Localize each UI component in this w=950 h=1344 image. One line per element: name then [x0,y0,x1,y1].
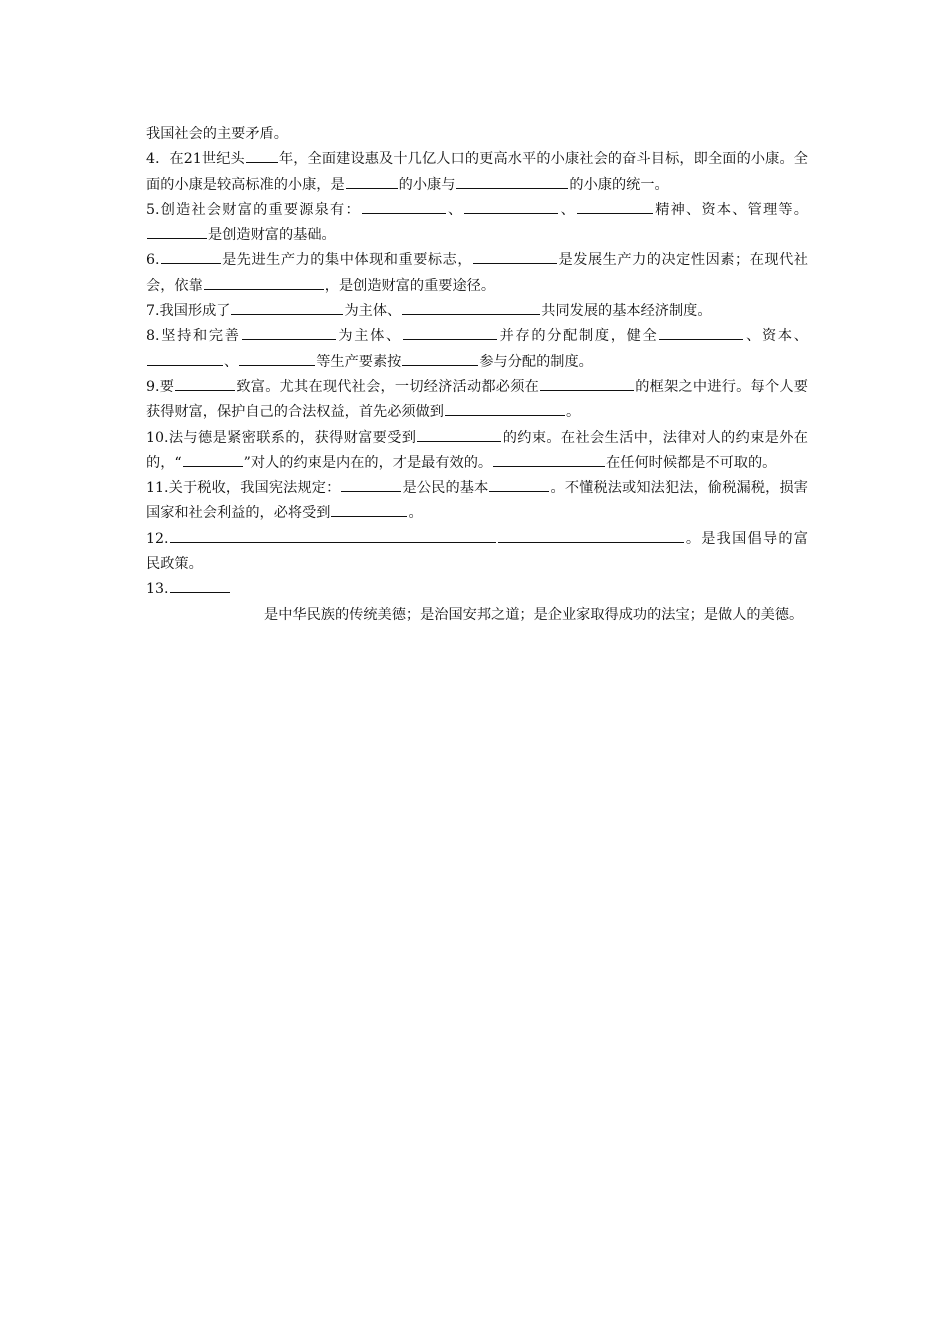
question-8: 8.坚持和完善 为主体、 并存的分配制度，健全 、资本、、 等生产要素按 参与分配的制度。 [146,324,808,375]
fill-blank[interactable] [242,325,336,340]
question-12: 12. 。是我国倡导的富民政策。 [146,527,808,578]
fill-blank[interactable] [417,427,501,442]
worksheet-body [146,122,808,628]
fill-blank[interactable] [147,351,223,366]
fill-blank[interactable] [659,325,743,340]
question-6: 6. 是先进生产力的集中体现和重要标志， 是发展生产力的决定性因素；在现代社会，依靠 ，是创造财富的重要途径。 [146,248,808,299]
fill-blank[interactable] [175,376,235,391]
fill-blank[interactable] [456,174,568,189]
fill-blank[interactable] [577,199,653,214]
fill-blank[interactable] [540,376,634,391]
fill-blank[interactable] [346,174,398,189]
fill-blank[interactable] [170,578,230,593]
fill-blank[interactable] [341,477,401,492]
question-4: 4．在21世纪头 年，全面建设惠及十几亿人口的更高水平的小康社会的奋斗目标，即全面的小康。全面的小康是较高标准的小康，是 的小康与 的小康的统一。 [146,147,808,198]
fill-blank[interactable] [362,199,446,214]
question-13-text: 是中华民族的传统美德；是治国安邦之道；是企业家取得成功的法宝；是做人的美德。 [264,606,804,623]
fill-blank[interactable] [231,300,343,315]
fill-blank[interactable] [239,351,315,366]
fill-blank[interactable] [403,325,497,340]
fill-blank[interactable] [445,401,565,416]
question-11: 11.关于税收，我国宪法规定： 是公民的基本 。不懂税法或知法犯法，偷税漏税，损害国家和社会利益的，必将受到 。 [146,476,808,527]
fill-blank[interactable] [161,249,221,264]
question-9: 9.要 致富。尤其在现代社会，一切经济活动都必须在 的框架之中进行。每个人要获得财富，保护自己的合法权益，首先必须做到 。 [146,375,808,426]
fill-blank[interactable] [473,249,557,264]
paragraph-0: 我国社会的主要矛盾。 [146,126,288,142]
question-13: 13. [146,577,808,602]
fill-blank[interactable] [402,351,478,366]
fill-blank[interactable] [183,452,243,467]
fill-blank[interactable] [498,528,684,543]
fill-blank[interactable] [331,502,407,517]
fill-blank[interactable] [489,477,549,492]
question-10: 10.法与德是紧密联系的，获得财富要受到 的约束。在社会生活中，法律对人的约束是外在的，“ ”对人的约束是内在的，才是最有效的。 在任何时候都是不可取的。 [146,426,808,477]
fill-blank[interactable] [246,148,278,163]
fill-blank[interactable] [147,224,207,239]
fill-blank[interactable] [464,199,558,214]
fill-blank[interactable] [204,275,324,290]
fill-blank[interactable] [493,452,605,467]
fill-blank[interactable] [170,528,496,543]
fill-blank[interactable] [402,300,540,315]
question-5: 5.创造社会财富的重要源泉有： 、 、 精神、资本、管理等。是创造财富的基础。 [146,198,808,249]
question-7: 7.我国形成了 为主体、 共同发展的基本经济制度。 [146,299,808,324]
